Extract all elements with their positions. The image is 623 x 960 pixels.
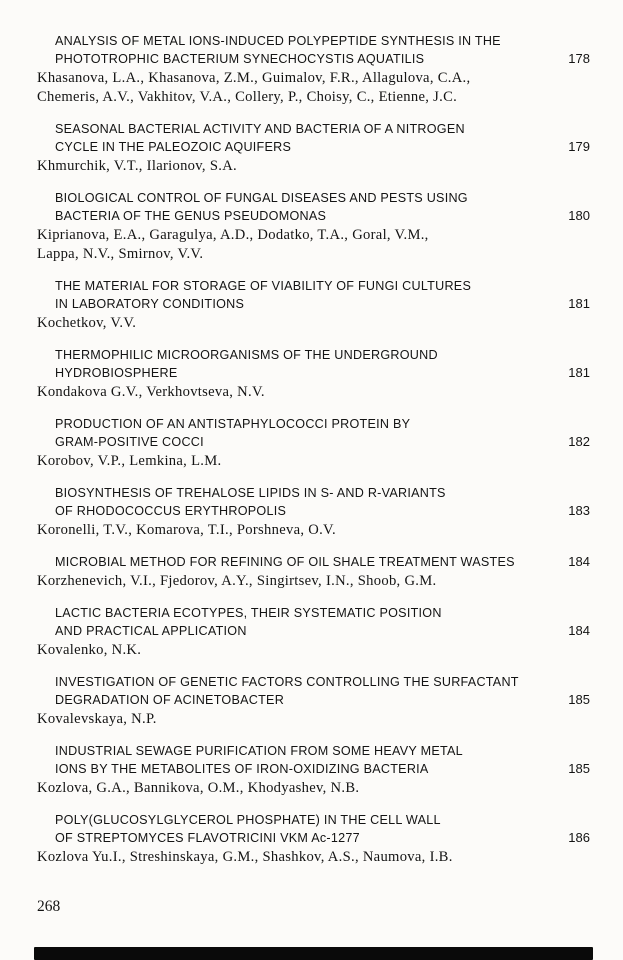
entry-author-lines bbox=[37, 157, 590, 176]
entry-author-lines bbox=[37, 779, 590, 798]
entry-title-lines bbox=[37, 415, 558, 451]
entry-title-line: INDUSTRIAL SEWAGE PURIFICATION FROM SOME HEAVY METAL bbox=[55, 744, 463, 758]
entry-title-lines bbox=[37, 277, 558, 313]
entry-title-line: AND PRACTICAL APPLICATION bbox=[55, 624, 247, 638]
entry-author-lines bbox=[37, 69, 590, 107]
entry-title-line: PRODUCTION OF AN ANTISTAPHYLOCOCCI PROTEIN BY bbox=[55, 417, 411, 431]
entry-page-number: 183 bbox=[568, 503, 590, 518]
entry-title-line: SEASONAL BACTERIAL ACTIVITY AND BACTERIA OF A NITROGEN bbox=[55, 122, 465, 136]
entry-author-lines bbox=[37, 383, 590, 402]
entry-page-number: 181 bbox=[568, 365, 590, 380]
entry-title-row bbox=[37, 120, 590, 156]
toc-entry bbox=[37, 189, 590, 264]
entry-title-lines bbox=[37, 742, 558, 778]
entry-title-line: HYDROBIOSPHERE bbox=[55, 366, 178, 380]
entry-title-line: THERMOPHILIC MICROORGANISMS OF THE UNDERGROUND bbox=[55, 348, 438, 362]
entry-title-line: LACTIC BACTERIA ECOTYPES, THEIR SYSTEMATIC POSITION bbox=[55, 606, 442, 620]
entry-author-line: Khasanova, L.A., Khasanova, Z.M., Guimalov, F.R., Allagulova, C.A., bbox=[37, 70, 471, 86]
entry-title-lines bbox=[37, 811, 558, 847]
entry-author-line: Korzhenevich, V.I., Fjedorov, A.Y., Singirtsev, I.N., Shoob, G.M. bbox=[37, 573, 437, 589]
entry-title-lines bbox=[37, 189, 558, 225]
entry-title-row bbox=[37, 742, 590, 778]
scan-artifact-bar bbox=[34, 947, 593, 960]
entry-title-lines bbox=[37, 553, 558, 571]
toc-entry bbox=[37, 32, 590, 107]
toc-list bbox=[37, 32, 590, 880]
page-number-footer: 268 bbox=[37, 898, 61, 915]
entry-title-row bbox=[37, 811, 590, 847]
entry-author-line: Kozlova, G.A., Bannikova, O.M., Khodyashev, N.B. bbox=[37, 780, 360, 796]
entry-page-number: 180 bbox=[568, 208, 590, 223]
toc-entry bbox=[37, 277, 590, 333]
entry-title-lines bbox=[37, 604, 558, 640]
entry-author-line: Kovalenko, N.K. bbox=[37, 642, 142, 658]
entry-title-row bbox=[37, 346, 590, 382]
entry-author-lines bbox=[37, 314, 590, 333]
entry-page-number: 186 bbox=[568, 830, 590, 845]
entry-page-number: 184 bbox=[568, 554, 590, 569]
entry-title-line: THE MATERIAL FOR STORAGE OF VIABILITY OF FUNGI CULTURES bbox=[55, 279, 472, 293]
entry-title-line: OF RHODOCOCCUS ERYTHROPOLIS bbox=[55, 504, 287, 518]
toc-entry bbox=[37, 346, 590, 402]
toc-entry bbox=[37, 742, 590, 798]
toc-entry bbox=[37, 120, 590, 176]
entry-title-line: IN LABORATORY CONDITIONS bbox=[55, 297, 245, 311]
entry-title-row bbox=[37, 673, 590, 709]
entry-author-line: Kiprianova, E.A., Garagulya, A.D., Dodatko, T.A., Goral, V.M., bbox=[37, 227, 429, 243]
entry-author-line: Khmurchik, V.T., Ilarionov, S.A. bbox=[37, 158, 237, 174]
entry-author-lines bbox=[37, 572, 590, 591]
entry-author-lines bbox=[37, 848, 590, 867]
entry-title-row bbox=[37, 604, 590, 640]
toc-entry bbox=[37, 811, 590, 867]
entry-page-number: 181 bbox=[568, 296, 590, 311]
toc-entry bbox=[37, 673, 590, 729]
entry-title-lines bbox=[37, 120, 558, 156]
entry-title-row bbox=[37, 415, 590, 451]
entry-page-number: 182 bbox=[568, 434, 590, 449]
entry-title-line: BIOLOGICAL CONTROL OF FUNGAL DISEASES AND PESTS USING bbox=[55, 191, 468, 205]
entry-page-number: 178 bbox=[568, 51, 590, 66]
toc-entry bbox=[37, 553, 590, 591]
entry-author-line: Kovalevskaya, N.P. bbox=[37, 711, 157, 727]
entry-title-lines bbox=[37, 32, 558, 68]
entry-title-lines bbox=[37, 346, 558, 382]
entry-author-line: Kozlova Yu.I., Streshinskaya, G.M., Shashkov, A.S., Naumova, I.B. bbox=[37, 849, 453, 865]
toc-entry bbox=[37, 484, 590, 540]
entry-page-number: 185 bbox=[568, 761, 590, 776]
entry-title-lines bbox=[37, 484, 558, 520]
entry-title-line: MICROBIAL METHOD FOR REFINING OF OIL SHALE TREATMENT WASTES bbox=[55, 555, 515, 569]
entry-author-line: Kochetkov, V.V. bbox=[37, 315, 137, 331]
entry-page-number: 185 bbox=[568, 692, 590, 707]
entry-author-lines bbox=[37, 641, 590, 660]
entry-title-row bbox=[37, 484, 590, 520]
entry-title-lines bbox=[37, 673, 558, 709]
entry-author-lines bbox=[37, 226, 590, 264]
entry-title-line: CYCLE IN THE PALEOZOIC AQUIFERS bbox=[55, 140, 292, 154]
entry-title-row bbox=[37, 277, 590, 313]
entry-title-line: DEGRADATION OF ACINETOBACTER bbox=[55, 693, 285, 707]
entry-title-line: INVESTIGATION OF GENETIC FACTORS CONTROLLING THE SURFACTANT bbox=[55, 675, 519, 689]
entry-title-row bbox=[37, 553, 590, 571]
entry-author-line: Korobov, V.P., Lemkina, L.M. bbox=[37, 453, 222, 469]
entry-author-line: Kondakova G.V., Verkhovtseva, N.V. bbox=[37, 384, 265, 400]
entry-title-line: PHOTOTROPHIC BACTERIUM SYNECHOCYSTIS AQUATILIS bbox=[55, 52, 425, 66]
entry-title-line: BACTERIA OF THE GENUS PSEUDOMONAS bbox=[55, 209, 327, 223]
entry-author-line: Lappa, N.V., Smirnov, V.V. bbox=[37, 246, 204, 262]
entry-title-line: POLY(GLUCOSYLGLYCEROL PHOSPHATE) IN THE CELL WALL bbox=[55, 813, 441, 827]
entry-title-row bbox=[37, 32, 590, 68]
entry-title-line: IONS BY THE METABOLITES OF IRON-OXIDIZING BACTERIA bbox=[55, 762, 429, 776]
entry-author-lines bbox=[37, 710, 590, 729]
entry-author-lines bbox=[37, 452, 590, 471]
toc-entry bbox=[37, 415, 590, 471]
entry-title-line: ANALYSIS OF METAL IONS-INDUCED POLYPEPTIDE SYNTHESIS IN THE bbox=[55, 34, 501, 48]
entry-title-line: OF STREPTOMYCES FLAVOTRICINI VKM Ac-1277 bbox=[55, 831, 360, 845]
entry-title-row bbox=[37, 189, 590, 225]
entry-page-number: 179 bbox=[568, 139, 590, 154]
entry-page-number: 184 bbox=[568, 623, 590, 638]
entry-title-line: BIOSYNTHESIS OF TREHALOSE LIPIDS IN S- AND R-VARIANTS bbox=[55, 486, 446, 500]
entry-author-lines bbox=[37, 521, 590, 540]
toc-entry bbox=[37, 604, 590, 660]
entry-author-line: Chemeris, A.V., Vakhitov, V.A., Collery, P., Choisy, C., Etienne, J.C. bbox=[37, 89, 458, 105]
entry-title-line: GRAM-POSITIVE COCCI bbox=[55, 435, 204, 449]
entry-author-line: Koronelli, T.V., Komarova, T.I., Porshneva, O.V. bbox=[37, 522, 336, 538]
